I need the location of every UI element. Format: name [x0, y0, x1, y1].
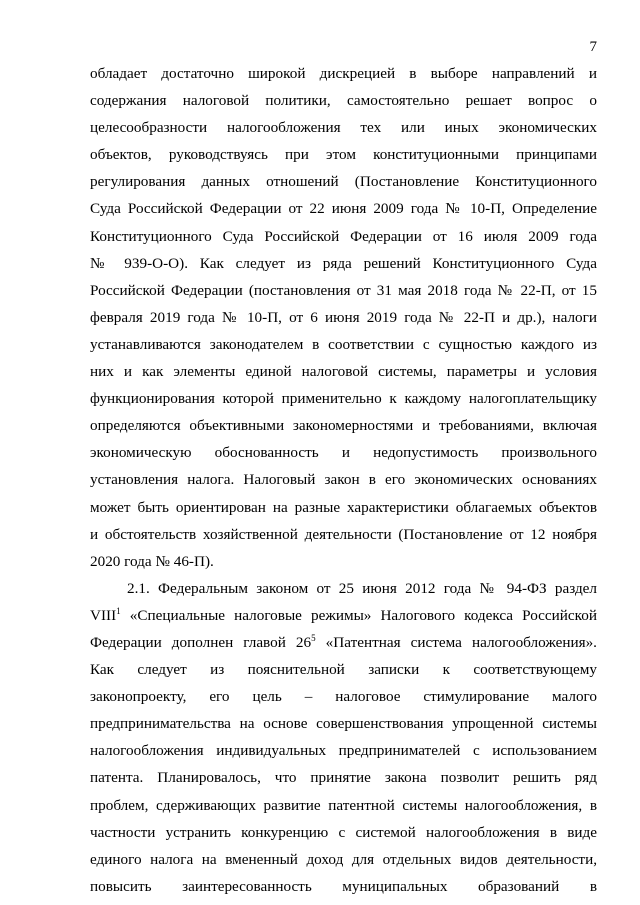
text-line: предпринимательства на основе совершенствования упрощенной системы	[90, 715, 597, 733]
text-line: налогообложения индивидуальных предпринимателей с использованием	[90, 742, 597, 760]
text-line: Российской Федерации (постановления от 31 мая 2018 года № 22-П, от 15	[90, 281, 597, 299]
text-line: № 939-О-О). Как следует из ряда решений Конституционного Суда	[90, 254, 597, 272]
text-fragment: VIII	[90, 606, 117, 624]
text-line: них и как элементы единой налоговой системы, параметры и условия	[90, 363, 597, 381]
text-line: проблем, сдерживающих развитие патентной системы налогообложения, в	[90, 796, 597, 814]
text-fragment: «Патентная система налогообложения».	[315, 633, 597, 651]
text-line: регулирования данных отношений (Постановление Конституционного	[90, 173, 597, 191]
text-line-section-ref	[90, 602, 597, 629]
text-line-chapter-ref	[90, 629, 597, 656]
text-line: целесообразности налогообложения тех или иных экономических	[90, 119, 597, 137]
text-line: устанавливаются законодателем в соответствии с сущностью каждого из	[90, 335, 597, 353]
text-line: частности устранить конкуренцию с системой налогообложения в виде	[90, 823, 597, 841]
document-body	[90, 60, 597, 900]
paragraph-2	[90, 575, 597, 900]
text-line: определяются объективными закономерностями и требованиями, включая	[90, 417, 597, 435]
text-line: февраля 2019 года № 10-П, от 6 июня 2019 года № 22-П и др.), налоги	[90, 308, 597, 326]
text-line: Конституционного Суда Российской Федерации от 16 июля 2009 года	[90, 227, 597, 245]
page-number: 7	[589, 39, 597, 55]
text-line: повысить заинтересованность муниципальных образований в	[90, 877, 597, 895]
text-line: Как следует из пояснительной записки к соответствующему	[90, 661, 597, 679]
text-line: объектов, руководствуясь при этом конституционными принципами	[90, 146, 597, 164]
text-line: содержания налоговой политики, самостоятельно решает вопрос о	[90, 92, 597, 110]
superscript: 5	[311, 632, 316, 643]
text-line: 2.1. Федеральным законом от 25 июня 2012 года № 94-ФЗ раздел	[127, 579, 597, 597]
text-line: законопроекту, его цель – налоговое стимулирование малого	[90, 688, 597, 706]
superscript: 1	[116, 605, 121, 616]
text-fragment: Федерации дополнен главой 26	[90, 633, 312, 651]
text-fragment: «Специальные налоговые режимы» Налогового кодекса Российской	[120, 606, 597, 624]
text-line: обладает достаточно широкой дискрецией в выборе направлений и	[90, 65, 597, 82]
text-line: функционирования которой применительно к каждому налогоплательщику	[90, 390, 597, 408]
text-line: экономическую обоснованность и недопустимость произвольного	[90, 444, 597, 462]
text-line: патента. Планировалось, что принятие закона позволит решить ряд	[90, 769, 597, 787]
text-line: единого налога на вмененный доход для отдельных видов деятельности,	[90, 850, 597, 868]
text-line: и обстоятельств хозяйственной деятельности (Постановление от 12 ноября	[90, 525, 597, 543]
text-line: Суда Российской Федерации от 22 июня 2009 года № 10-П, Определение	[90, 200, 597, 218]
text-line: 2020 года № 46-П).	[90, 552, 214, 570]
text-line: может быть ориентирован на разные характеристики облагаемых объектов	[90, 498, 597, 516]
text-line: установления налога. Налоговый закон в его экономических основаниях	[90, 471, 597, 489]
paragraph-1	[90, 60, 597, 575]
